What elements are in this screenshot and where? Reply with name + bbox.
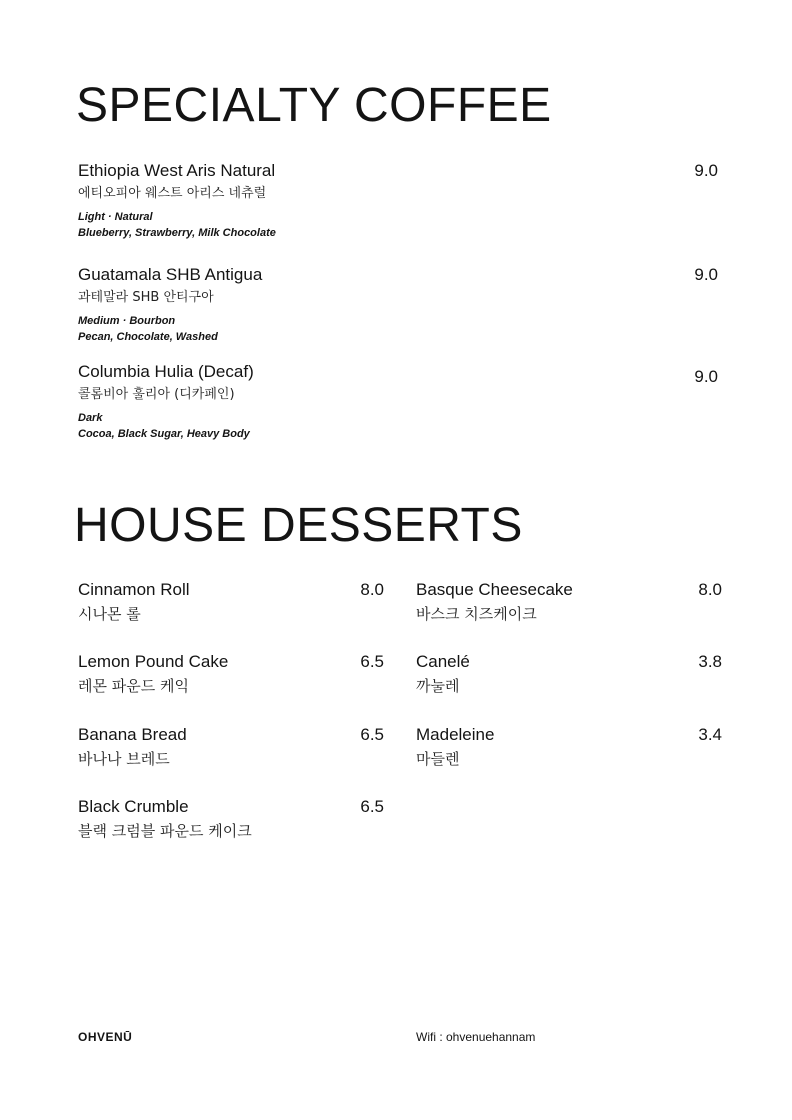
dessert-item (78, 725, 384, 769)
dessert-price: 8.0 (360, 580, 384, 599)
dessert-name-korean: 까눌레 (416, 677, 460, 695)
dessert-name-korean: 마들렌 (416, 750, 460, 768)
coffee-notes (78, 410, 720, 442)
dessert-item (78, 797, 384, 841)
dessert-price: 8.0 (698, 580, 722, 599)
coffee-item (78, 161, 720, 241)
dessert-price: 3.4 (698, 725, 722, 744)
coffee-item (78, 265, 720, 345)
dessert-name: Banana Bread (78, 725, 187, 744)
coffee-name-korean: 콜롬비아 훌리아 (디카페인) (78, 387, 235, 402)
dessert-name-korean: 바스크 치즈케이크 (416, 605, 537, 623)
coffee-tasting-notes: Cocoa, Black Sugar, Heavy Body (78, 428, 250, 440)
coffee-price: 9.0 (694, 161, 718, 180)
dessert-name-korean: 레몬 파운드 케익 (78, 677, 189, 695)
dessert-name-korean: 시나몬 롤 (78, 605, 141, 623)
dessert-name-korean: 바나나 브레드 (78, 750, 170, 768)
dessert-item (78, 652, 384, 696)
coffee-name: Guatamala SHB Antigua (78, 265, 263, 284)
dessert-item (416, 580, 722, 624)
coffee-roast-process: Dark (78, 412, 103, 424)
wifi-info: Wifi : ohvenuehannam (416, 1030, 536, 1044)
brand-name: OHVENŪ (78, 1030, 133, 1044)
coffee-roast-process: Medium · Bourbon (78, 315, 176, 327)
coffee-notes (78, 209, 720, 241)
coffee-tasting-notes: Blueberry, Strawberry, Milk Chocolate (78, 227, 276, 239)
coffee-price: 9.0 (694, 265, 718, 284)
coffee-roast-process: Light · Natural (78, 211, 153, 223)
dessert-price: 3.8 (698, 652, 722, 671)
dessert-name: Cinnamon Roll (78, 580, 190, 599)
coffee-name: Ethiopia West Aris Natural (78, 161, 276, 180)
dessert-name: Lemon Pound Cake (78, 652, 229, 671)
dessert-price: 6.5 (360, 725, 384, 744)
dessert-name: Madeleine (416, 725, 495, 744)
coffee-name: Columbia Hulia (Decaf) (78, 362, 254, 381)
dessert-item (78, 580, 384, 624)
dessert-name: Canelé (416, 652, 470, 671)
dessert-name: Basque Cheesecake (416, 580, 573, 599)
dessert-price: 6.5 (360, 652, 384, 671)
specialty-coffee-title: SPECIALTY COFFEE (76, 79, 552, 132)
coffee-notes (78, 313, 720, 345)
dessert-price: 6.5 (360, 797, 384, 816)
dessert-name: Black Crumble (78, 797, 189, 816)
coffee-tasting-notes: Pecan, Chocolate, Washed (78, 331, 218, 343)
coffee-name-korean: 에티오피아 웨스트 아리스 네츄럴 (78, 186, 267, 201)
coffee-name-korean: 과테말라 SHB 안티구아 (78, 290, 214, 305)
house-desserts-title: HOUSE DESSERTS (74, 499, 523, 552)
coffee-price: 9.0 (694, 367, 718, 386)
dessert-item (416, 725, 722, 769)
dessert-name-korean: 블랙 크럼블 파운드 케이크 (78, 822, 252, 840)
dessert-item (416, 652, 722, 696)
coffee-item (78, 362, 720, 442)
